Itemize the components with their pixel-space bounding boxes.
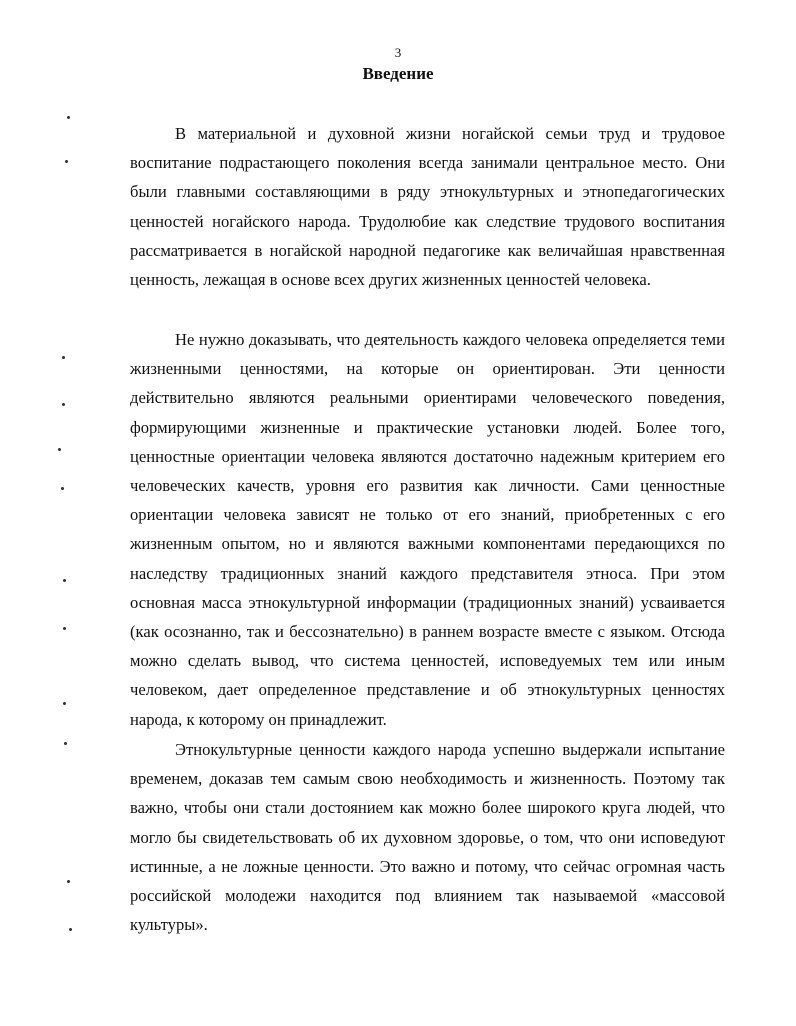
paragraph-3: Этнокультурные ценности каждого народа успешно выдержали испытание временем, доказав тем самым свою необходимость и жизненность. Поэтому так важно, чтобы они стали достоянием как можно более широкого круга людей, что могло бы свидетельствовать об их духовном здоровье, о том, что они исповедуют истинные, а не ложные ценности. Это важно и потому, что сейчас огромная часть российской молодежи находится под влиянием так называемой «массовой культуры». bbox=[130, 740, 725, 935]
scan-speck bbox=[62, 356, 65, 359]
scan-speck bbox=[65, 160, 68, 163]
paragraph-1: В материальной и духовной жизни ногайской семьи труд и трудовое воспитание подрастающего поколения всегда занимали центральное место. Они были главными составляющими в ряду этнокультурных и этнопедагогических ценностей ногайского народа. Трудолюбие как следствие трудового воспитания рассматривается в ногайской народной педагогике как величайшая нравственная ценность, лежащая в основе всех других жизненных ценностей человека. bbox=[130, 124, 725, 290]
scan-speck bbox=[63, 702, 66, 705]
scan-speck bbox=[67, 116, 70, 119]
scan-speck bbox=[62, 403, 65, 406]
scan-speck bbox=[58, 448, 61, 451]
scan-speck bbox=[69, 928, 72, 931]
scan-speck bbox=[63, 579, 66, 582]
scan-speck bbox=[63, 627, 66, 630]
scan-speck bbox=[64, 742, 67, 745]
scan-speck bbox=[61, 487, 64, 490]
paragraph-2: Не нужно доказывать, что деятельность каждого человека определяется теми жизненными ценностями, на которые он ориентирован. Эти ценности действительно являются реальными ориентирами человеческого поведения, формирующими жизненные и практические установки людей. Более того, ценностные ориентации человека являются достаточно надежным критерием его человеческих качеств, уровня его развития как личности. Сами ценностные ориентации человека зависят не только от его знаний, приобретенных с его жизненным опытом, но и являются важными компонентами передающихся по наследству традиционных знаний каждого представителя этноса. При этом основная масса этнокультурной информации (традиционных знаний) усваивается (как осознанно, так и бессознательно) в раннем возрасте вместе с языком. Отсюда можно сделать вывод, что система ценностей, исповедуемых тем или иным человеком, дает определенное представление и об этнокультурных ценностях народа, к которому он принадлежит. bbox=[130, 330, 725, 729]
section-title: Введение bbox=[362, 64, 434, 83]
scan-speck bbox=[67, 880, 70, 883]
page-number: 3 bbox=[394, 45, 402, 60]
